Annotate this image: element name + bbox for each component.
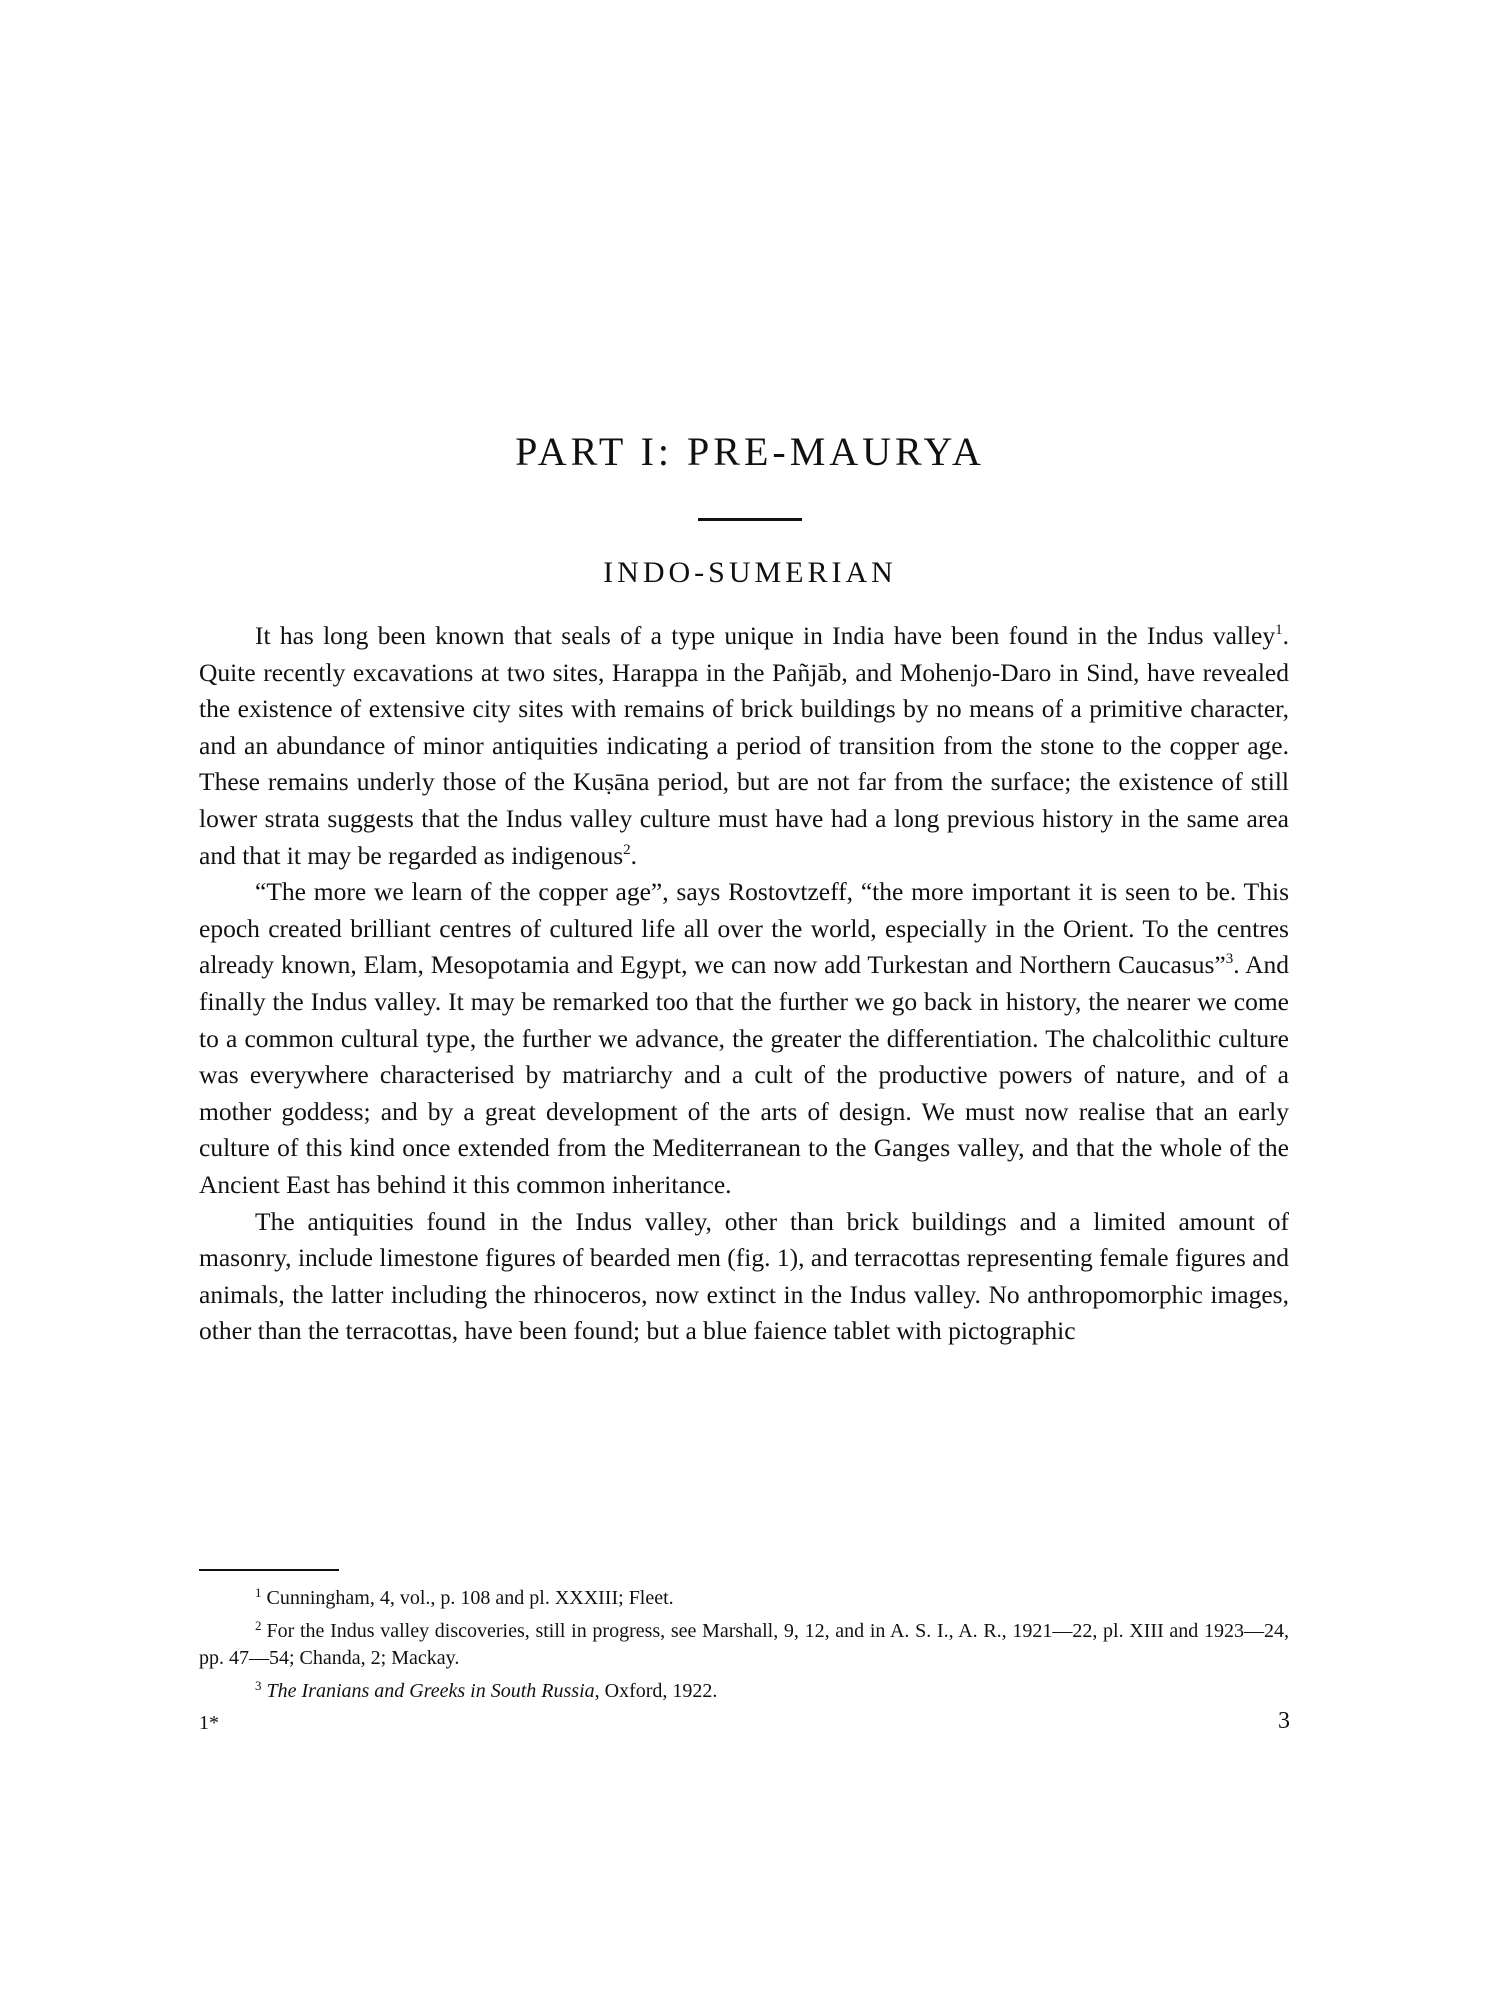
paragraph-3: The antiquities found in the Indus valley, other than brick buildings and a limited amount of masonry, include limestone figures of bearded men (fig. 1), and terracottas representing female figures and animals, the latter including the rhinoceros, now extinct in the Indus valley. No anthropomorphic images, other than the terracottas, have been found; but a blue faience tablet with pictographic xyxy=(199,1206,1289,1346)
signature-mark: 1* xyxy=(199,1712,219,1734)
footnote-1-mark: 1 xyxy=(255,1585,262,1600)
paragraph-2-text-a: “The more we learn of the copper age”, says Rostovtzeff, “the more important it is seen to be. This epoch created brilliant centres of cultured life all over the world, especially in the Orient. To the centres already known, Elam, Mesopotamia and Egypt, we can now add Turkestan and Northern Caucasus” xyxy=(199,877,1289,980)
footnote-divider xyxy=(199,1569,339,1571)
footnote-ref-2: 2 xyxy=(623,841,631,858)
footnote-3-text: , Oxford, 1922. xyxy=(594,1680,718,1702)
paragraph-1-text-c: . xyxy=(630,840,638,870)
footnote-3-title: The Iranians and Greeks in South Russia xyxy=(266,1680,595,1702)
body-text xyxy=(199,618,1289,1350)
paragraph-1 xyxy=(199,618,1289,874)
footnote-1 xyxy=(199,1579,1289,1612)
paragraph-2 xyxy=(199,874,1289,1203)
paragraph-1-text-b: . Quite recently excavations at two sites, Harappa in the Pañjāb, and Mohenjo-Daro in Sind, have revealed the existence of extensive city sites with remains of brick buildings by no means of a primitive character, and an abundance of minor antiquities indicating a period of transition from the stone to the copper age. These remains underly those of the Kuṣāna period, but are not far from the surface; the existence of still lower strata suggests that the Indus valley culture must have had a long previous history in the same area and that it may be regarded as indigenous xyxy=(199,621,1289,870)
footnote-3-mark: 3 xyxy=(255,1678,262,1693)
paragraph-2-text-b: . And finally the Indus valley. It may be remarked too that the further we go back in history, the nearer we come to a common cultural type, the further we advance, the greater the differentiation. The chalcolithic culture was everywhere characterised by matriarchy and a cult of the productive powers of nature, and of a mother goddess; and by a great development of the arts of design. We must now realise that an early culture of this kind once extended from the Mediterranean to the Ganges valley, and that the whole of the Ancient East has behind it this common inheritance. xyxy=(199,950,1289,1199)
section-title: INDO-SUMERIAN xyxy=(603,556,897,589)
paragraph-1-text-a: It has long been known that seals of a type unique in India have been found in the Indus valley xyxy=(255,621,1276,650)
footnotes xyxy=(199,1579,1289,1705)
title-divider xyxy=(698,518,802,521)
part-title: PART I: PRE-MAURYA xyxy=(515,429,985,474)
footnote-1-text: Cunningham, 4, vol., p. 108 and pl. XXXIII; Fleet. xyxy=(266,1587,674,1609)
footnote-ref-1: 1 xyxy=(1275,622,1283,638)
footnote-2-mark: 2 xyxy=(255,1618,262,1633)
footnote-2-text: For the Indus valley discoveries, still in progress, see Marshall, 9, 12, and in A. S. I., A. R., 1921—22, pl. XIII and 1923—24, pp. 47—54; Chanda, 2; Mackay. xyxy=(199,1620,1289,1669)
footnote-ref-3: 3 xyxy=(1225,951,1234,968)
page-number: 3 xyxy=(1278,1708,1290,1734)
footnote-2 xyxy=(199,1612,1289,1672)
footnote-3 xyxy=(199,1672,1289,1705)
